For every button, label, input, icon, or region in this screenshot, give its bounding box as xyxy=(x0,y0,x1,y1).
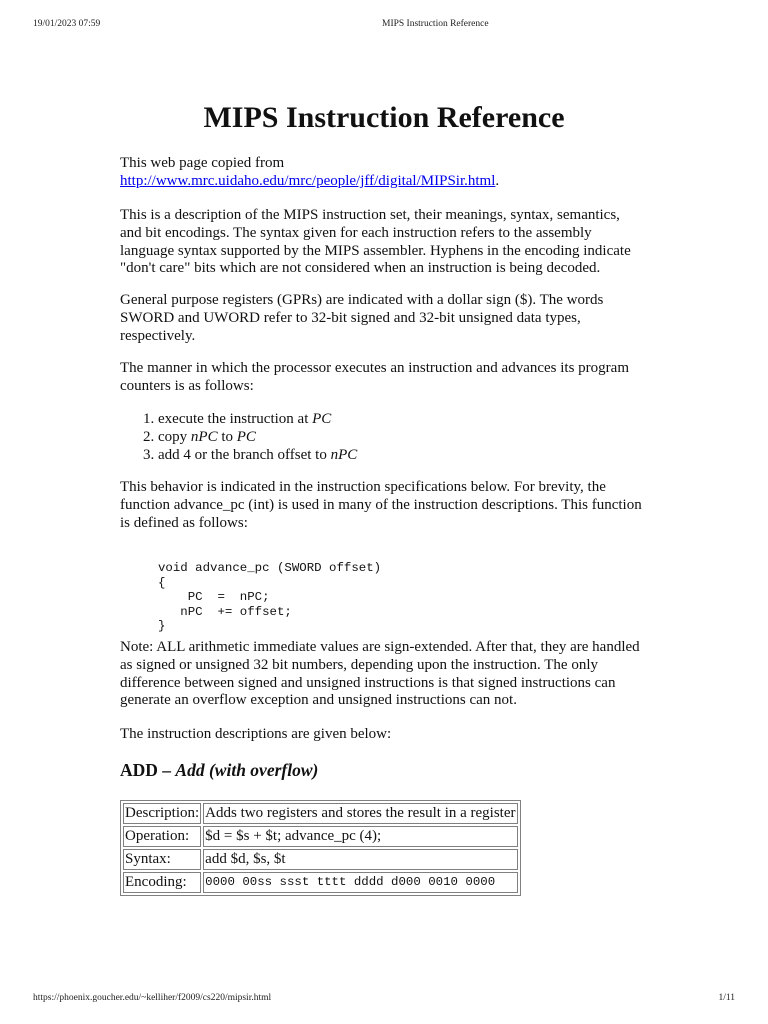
step-register: nPC xyxy=(190,428,218,445)
source-link[interactable]: http://www.mrc.uidaho.edu/mrc/people/jff/digital/MIPSir.html xyxy=(120,172,496,189)
page-title: MIPS Instruction Reference xyxy=(203,101,565,134)
instruction-table xyxy=(120,800,521,896)
step-register: PC xyxy=(236,428,256,445)
intro-suffix: . xyxy=(495,172,500,189)
advance-pc-code-block: void advance_pc (SWORD offset) { PC = nPC; nPC += offset; } xyxy=(158,561,382,633)
table-row xyxy=(123,803,518,824)
print-header-title: MIPS Instruction Reference xyxy=(382,19,489,29)
execution-steps-list xyxy=(120,411,658,464)
row-value: add $d, $s, $t xyxy=(203,849,517,870)
table-row xyxy=(123,849,518,870)
note-paragraph: Note: ALL arithmetic immediate values are sign-extended. After that, they are handled as signed or unsigned 32 bit numbers, depending upon the instruction. The only difference between signed and unsigned instructions is that signed instructions can generate an overflow exception and unsigned instructions can not. xyxy=(120,639,640,709)
step-item xyxy=(158,447,658,465)
print-header-datetime: 19/01/2023 07:59 xyxy=(33,19,101,29)
descriptions-intro-paragraph: The instruction descriptions are given below: xyxy=(120,726,392,742)
step-text: to xyxy=(217,428,237,445)
registers-paragraph: General purpose registers (GPRs) are indicated with a dollar sign ($). The words SWORD and UWORD refer to 32-bit signed and 32-bit unsigned data types, respectively. xyxy=(120,292,604,344)
step-text: add 4 or the branch offset to xyxy=(158,446,331,463)
description-paragraph: This is a description of the MIPS instruction set, their meanings, syntax, semantics, and bit encodings. The syntax given for each instruction refers to the assembly language syntax supported by the MIPS assembler. Hyphens in the encoding indicate "don't care" bits which are not considered when an instruction is being decoded. xyxy=(120,207,631,277)
table-row xyxy=(123,826,518,847)
row-label: Syntax: xyxy=(123,849,201,870)
step-text: execute the instruction at xyxy=(158,411,313,427)
row-value-encoding: 0000 00ss ssst tttt dddd d000 0010 0000 xyxy=(203,872,517,893)
step-text: copy xyxy=(158,428,191,445)
instruction-separator: – xyxy=(162,760,172,780)
intro-text: This web page copied from xyxy=(120,155,285,171)
instruction-heading xyxy=(120,760,318,780)
step-item xyxy=(158,411,658,429)
intro-paragraph xyxy=(120,155,700,191)
execution-paragraph: The manner in which the processor executes an instruction and advances its program counters is as follows: xyxy=(120,360,629,394)
row-value: $d = $s + $t; advance_pc (4); xyxy=(203,826,517,847)
table-row xyxy=(123,872,518,893)
step-item xyxy=(158,429,658,447)
behavior-paragraph: This behavior is indicated in the instruction specifications below. For brevity, the function advance_pc (int) is used in many of the instruction descriptions. This function is defined as follows: xyxy=(120,479,642,531)
print-footer-page-number: 1/11 xyxy=(718,993,735,1003)
print-footer-url: https://phoenix.goucher.edu/~kelliher/f2009/cs220/mipsir.html xyxy=(33,993,272,1003)
row-value: Adds two registers and stores the result in a register xyxy=(203,803,517,824)
instruction-table-body xyxy=(123,803,518,893)
row-label: Description: xyxy=(123,803,201,824)
instruction-name: Add (with overflow) xyxy=(175,760,319,780)
row-label: Encoding: xyxy=(123,872,201,893)
step-register: PC xyxy=(312,411,332,427)
instruction-mnemonic: ADD xyxy=(120,760,158,780)
step-register: nPC xyxy=(330,446,358,463)
row-label: Operation: xyxy=(123,826,201,847)
